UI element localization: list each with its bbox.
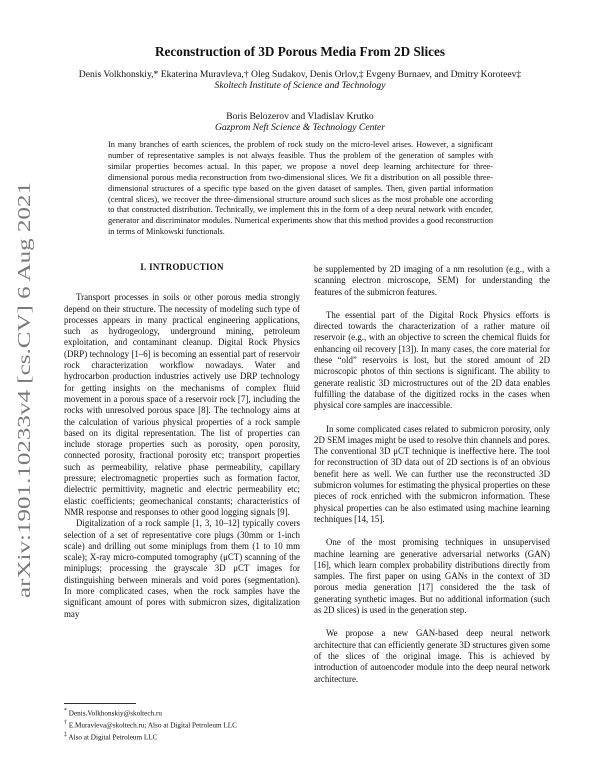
footnote-mark: † — [64, 719, 67, 726]
arxiv-stamp — [3, 180, 43, 600]
paragraph: be supplemented by 2D imaging of a nm resolution (e.g., with a scanning electron microscope, SEM) for understanding the features of the submicron features. — [314, 264, 550, 297]
authors-line-2: Boris Belozerov and Vladislav Krutko — [226, 111, 374, 122]
footnote-text: E.Muravleva@skoltech.ru; Also at Digital Petroleum LLC — [68, 721, 237, 730]
abstract-text: In many branches of earth sciences, the problem of rock study on the micro-level arises. However, a significant number of representative samples is not always feasible. Thus the problem of the generation of samples with similar properties becomes actual. In this paper, we propose a novel deep learning architecture for three-dimensional porous media reconstruction from two-dimensional slices. We fit a distribution on all possible three-dimensional structures of a specific type based on the given dataset of samples. Then, given partial information (central slices), we recover the three-dimensional structure around such slices as the most probable one according to that constructed distribution. Technically, we implement this in the form of a deep neural network with encoder, generator and discriminator modules. Numerical experiments show that this method provides a good reconstruction in terms of Minkowski functionals. — [108, 140, 493, 237]
section-heading-introduction: I. INTRODUCTION — [140, 262, 224, 272]
footnote — [64, 731, 344, 743]
paragraph: The essential part of the Digital Rock Physics efforts is directed towards the characterization of a rather mature oil reservoir (e.g., with an objective to screen the chemical fluids for enhancing oil recovery [13]). In many cases, the core material for these “old” reservoirs is lost, but the stored amount of 2D microscopic photos of thin sections is significant. The ability to generate realistic 3D microstructures out of the 2D data enables fulfilling the database of the digitized rocks in the cases when physical core samples are inaccessible. — [314, 309, 550, 411]
footnote-mark: ‡ — [64, 731, 67, 738]
affiliation-gazprom: Gazprom Neft Science & Technology Center — [214, 122, 386, 133]
footnote-mark: * — [64, 708, 67, 714]
footnote — [64, 707, 344, 719]
paragraph: In some complicated cases related to submicron porosity, only 2D SEM images might be used to resolve thin channels and pores. The conventional 3D μCT technique is ineffective here. The tool for reconstruction of 3D data out of 2D sections is of an obvious benefit here as well. We can further use the reconstructed 3D submicron volumes for estimating the physical properties on these pieces of rock enriched with the submicron information. These physical properties can be also estimated using machine learning techniques [14, 15]. — [314, 423, 550, 524]
paragraph: Digitalization of a rock sample [1, 3, 10–12] typically covers selection of a set of representative core plugs (30mm or 1-inch scale) and drilling out some miniplugs from them (1 to 10 mm scale); X-ray micro-computed tomography (μCT) scanning of the miniplugs; processing the grayscale 3D μCT images for distinguishing between minerals and void pores (segmentation). In more complicated cases, when the rock samples have the significant amount of pores with submicron sizes, digitalization may — [64, 518, 300, 619]
arxiv-stamp-text: arXiv:1901.10233v4 [cs.CV] 6 Aug 2021 — [14, 307, 34, 598]
left-column — [64, 262, 300, 620]
abstract — [108, 140, 493, 238]
paragraph: Transport processes in soils or other porous media strongly depend on their structure. The necessity of modeling such type of processes appears in many practical engineering applications, such as hydrogeology, underground mining, petroleum exploitation, and contaminant cleanup. Digital Rock Physics (DRP) technology [1–6] is becoming an essential part of reservoir rock characterization workflow nowadays. Water and hydrocarbon production industries actively use DRP technology for getting insights on the mechanisms of complex fluid movement in a porous space of a reservoir rock [7], including the rocks with unresolved porous space [8]. The technology aims at the calculation of various physical properties of a rock sample based on its digital representation. The list of properties can include storage properties such as porosity, open porosity, connected porosity, fractional porosity etc; transport properties such as permeability, relative phase permeability, capillary pressure; electromagnetic properties such as formation factor, dielectric permittivity, magnetic and electric permeability etc; elastic coefficients; geomechanical constants; characteristics of NMR response and responses to other good logging signals [9]. — [64, 292, 300, 517]
footnote-rule — [64, 703, 136, 704]
author-block-1 — [0, 69, 600, 91]
footnote — [64, 719, 344, 731]
authors-line: Denis Volkhonskiy,* Ekaterina Muravleva,† Oleg Sudakov, Denis Orlov,‡ Evgeny Burnaev, and Dmitry Koroteev‡ — [78, 69, 522, 80]
paragraph: One of the most promising techniques in unsupervised machine learning are generative adversarial networks (GAN) [16], which learn complex probability distributions directly from samples. The first paper on using GANs in the context of 3D porous media generation [17] considered the the task of generating synthetic images. But no additional information (such as 2D slices) is used in the generation step. — [314, 537, 550, 616]
right-column — [314, 264, 550, 685]
affiliation-skoltech: Skoltech Institute of Science and Technology — [214, 80, 386, 91]
footnote-text: Denis.Volkhonskiy@skoltech.ru — [68, 709, 162, 718]
footnote-text: Also at Digital Petroleum LLC — [68, 733, 158, 742]
footnotes — [64, 707, 344, 743]
paper-title: Reconstruction of 3D Porous Media From 2D Slices — [155, 44, 445, 59]
paragraph: We propose a new GAN-based deep neural network architecture that can efficiently generate 3D structures given some of the slices of the original image. This is achieved by introduction of autoencoder module into the deep neural network architecture. — [314, 628, 550, 684]
author-block-2 — [0, 111, 600, 133]
